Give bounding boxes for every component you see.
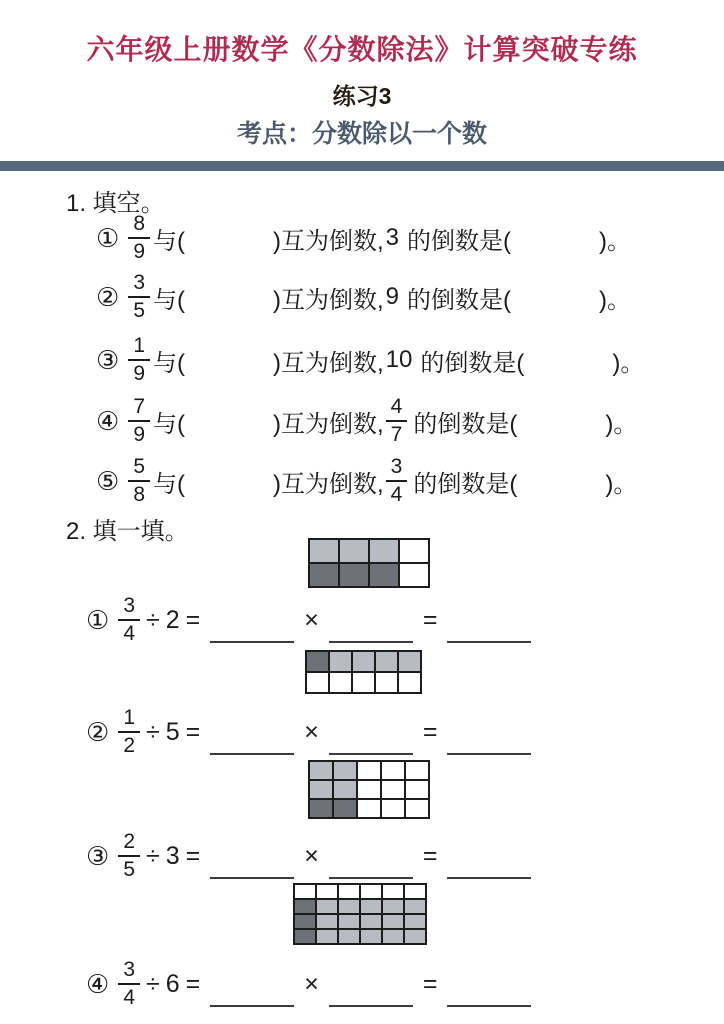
grid-cell-light bbox=[352, 651, 375, 672]
grid-cell-dark bbox=[306, 651, 329, 672]
grid-cell-white bbox=[405, 799, 429, 818]
answer-gap[interactable] bbox=[511, 282, 599, 312]
grid-cell-white bbox=[382, 884, 404, 899]
grid-cell-light bbox=[382, 914, 404, 929]
grid-cell-white bbox=[352, 672, 375, 693]
divisor: 6 bbox=[165, 969, 180, 998]
item-number: ④ bbox=[96, 405, 120, 436]
label-close-end: )。 bbox=[605, 410, 638, 438]
grid-cell-light bbox=[360, 914, 382, 929]
grid-cell-white bbox=[404, 884, 426, 899]
topic-heading: 考点：分数除以一个数 bbox=[236, 120, 487, 148]
times-sign: × bbox=[304, 841, 319, 870]
fraction-7-9 bbox=[128, 395, 150, 447]
label-with-open-paren: 与( bbox=[153, 286, 185, 314]
fraction-denominator: 5 bbox=[123, 858, 135, 881]
label-reciprocal-of: 的倒数是( bbox=[413, 470, 518, 498]
answer-blank[interactable] bbox=[210, 847, 294, 879]
grid-cell-light bbox=[360, 929, 382, 944]
answer-gap[interactable] bbox=[517, 466, 605, 496]
answer-blank[interactable] bbox=[329, 975, 413, 1007]
equals-sign: = bbox=[422, 841, 438, 870]
answer-gap[interactable] bbox=[185, 345, 273, 375]
divisor: 3 bbox=[165, 841, 180, 870]
answer-gap[interactable] bbox=[524, 345, 612, 375]
answer-gap[interactable] bbox=[185, 406, 273, 436]
grid-cell-white bbox=[399, 563, 429, 587]
section-2-heading: 2. 填一填。 bbox=[66, 518, 189, 545]
grid-cell-white bbox=[329, 672, 352, 693]
fraction-numerator: 3 bbox=[386, 455, 408, 482]
fraction-3-5 bbox=[128, 271, 150, 323]
fraction-8-9 bbox=[128, 212, 150, 264]
operand-number: 3 bbox=[385, 224, 400, 251]
grid-cell-white bbox=[316, 884, 338, 899]
fraction-1-9 bbox=[128, 334, 150, 386]
grid-cell-white bbox=[294, 884, 316, 899]
grid-cell-dark bbox=[333, 799, 357, 818]
label-reciprocal-close: )互为倒数, bbox=[273, 410, 384, 438]
grid-cell-dark bbox=[294, 929, 316, 944]
grid-cell-white bbox=[306, 672, 329, 693]
fraction-numerator: 4 bbox=[386, 395, 408, 422]
answer-blank[interactable] bbox=[210, 975, 294, 1007]
fraction-denominator: 9 bbox=[133, 240, 145, 263]
grid-cell-light bbox=[309, 539, 339, 563]
grid-cell-dark bbox=[339, 563, 369, 587]
label-reciprocal-of: 的倒数是( bbox=[413, 410, 518, 438]
grid-cell-white bbox=[357, 780, 381, 799]
fraction-model-grid-4 bbox=[293, 883, 427, 945]
label-close-end: )。 bbox=[599, 227, 632, 255]
equals-sign: = bbox=[185, 841, 201, 870]
fraction-numerator: 3 bbox=[128, 271, 150, 298]
fraction-numerator: 5 bbox=[128, 455, 150, 482]
grid-cell-dark bbox=[309, 799, 333, 818]
equation-number: ① bbox=[86, 604, 110, 635]
answer-gap[interactable] bbox=[185, 282, 273, 312]
grid-cell-white bbox=[338, 884, 360, 899]
exercise-number: 练习3 bbox=[332, 83, 392, 109]
answer-gap[interactable] bbox=[185, 466, 273, 496]
grid-cell-light bbox=[338, 899, 360, 914]
label-reciprocal-close: )互为倒数, bbox=[273, 349, 384, 377]
grid-cell-white bbox=[357, 799, 381, 818]
fraction-numerator: 1 bbox=[128, 334, 150, 361]
answer-gap[interactable] bbox=[511, 223, 599, 253]
divisor: 2 bbox=[165, 605, 180, 634]
grid-cell-light bbox=[404, 929, 426, 944]
operand-fraction-4-7 bbox=[386, 395, 408, 447]
grid-cell-light bbox=[309, 780, 333, 799]
equation-number: ④ bbox=[86, 968, 110, 999]
equals-sign: = bbox=[185, 969, 201, 998]
fraction-denominator: 4 bbox=[123, 986, 135, 1009]
answer-blank[interactable] bbox=[210, 611, 294, 643]
grid-cell-dark bbox=[294, 899, 316, 914]
fill-item-4 bbox=[96, 392, 637, 450]
item-number: ② bbox=[96, 281, 120, 312]
grid-cell-dark bbox=[294, 914, 316, 929]
grid-cell-light bbox=[404, 899, 426, 914]
answer-blank[interactable] bbox=[447, 975, 531, 1007]
label-reciprocal-close: )互为倒数, bbox=[273, 286, 384, 314]
label-close-end: )。 bbox=[612, 349, 645, 377]
equation-1 bbox=[86, 594, 538, 646]
grid-cell-white bbox=[399, 539, 429, 563]
answer-gap[interactable] bbox=[185, 223, 273, 253]
grid-cell-light bbox=[309, 761, 333, 780]
worksheet-title: 六年级上册数学《分数除法》计算突破专练 bbox=[86, 34, 638, 65]
grid-cell-white bbox=[405, 761, 429, 780]
answer-blank[interactable] bbox=[447, 847, 531, 879]
grid-cell-light bbox=[333, 761, 357, 780]
label-close-end: )。 bbox=[605, 470, 638, 498]
header-divider bbox=[0, 161, 724, 171]
fraction-denominator: 4 bbox=[390, 483, 403, 506]
grid-cell-light bbox=[375, 651, 398, 672]
answer-blank[interactable] bbox=[210, 723, 294, 755]
fraction-model-grid-2 bbox=[305, 650, 422, 694]
grid-cell-light bbox=[338, 914, 360, 929]
label-with-open-paren: 与( bbox=[153, 410, 185, 438]
equation-3 bbox=[86, 830, 538, 882]
grid-cell-white bbox=[381, 761, 405, 780]
label-close-end: )。 bbox=[599, 286, 632, 314]
divisor: 5 bbox=[165, 717, 180, 746]
fraction-model-grid-3 bbox=[308, 760, 430, 819]
grid-cell-light bbox=[382, 929, 404, 944]
operand-number: 10 bbox=[385, 346, 413, 373]
label-reciprocal-close: )互为倒数, bbox=[273, 470, 384, 498]
fraction-denominator: 7 bbox=[390, 423, 403, 446]
equation-4 bbox=[86, 958, 538, 1010]
grid-cell-white bbox=[405, 780, 429, 799]
label-reciprocal-close: )互为倒数, bbox=[273, 227, 384, 255]
grid-cell-light bbox=[316, 929, 338, 944]
fraction-model-grid-1 bbox=[308, 538, 430, 588]
grid-cell-white bbox=[381, 799, 405, 818]
fill-item-1 bbox=[96, 209, 631, 267]
dividend-fraction bbox=[118, 706, 140, 758]
item-number: ① bbox=[96, 222, 120, 253]
divide-sign: ÷ bbox=[146, 969, 160, 998]
grid-cell-light bbox=[316, 899, 338, 914]
section-1-heading: 1. 填空。 bbox=[66, 190, 165, 217]
grid-cell-white bbox=[398, 672, 421, 693]
equation-number: ② bbox=[86, 716, 110, 747]
label-reciprocal-of: 的倒数是( bbox=[420, 349, 525, 377]
label-reciprocal-of: 的倒数是( bbox=[407, 227, 512, 255]
divide-sign: ÷ bbox=[146, 841, 160, 870]
grid-cell-light bbox=[369, 539, 399, 563]
fraction-numerator: 1 bbox=[118, 706, 140, 733]
fill-item-5 bbox=[96, 452, 637, 510]
fraction-denominator: 9 bbox=[133, 423, 145, 446]
grid-cell-white bbox=[381, 780, 405, 799]
dividend-fraction bbox=[118, 830, 140, 882]
grid-cell-white bbox=[357, 761, 381, 780]
fraction-5-8 bbox=[128, 455, 150, 507]
item-number: ⑤ bbox=[96, 465, 120, 496]
grid-cell-white bbox=[360, 884, 382, 899]
grid-cell-light bbox=[338, 929, 360, 944]
grid-cell-light bbox=[404, 914, 426, 929]
fraction-denominator: 8 bbox=[133, 483, 145, 506]
fill-item-3 bbox=[96, 331, 644, 389]
times-sign: × bbox=[304, 969, 319, 998]
operand-number: 9 bbox=[385, 283, 400, 310]
divide-sign: ÷ bbox=[146, 605, 160, 634]
fraction-numerator: 2 bbox=[118, 830, 140, 857]
equals-sign: = bbox=[422, 717, 438, 746]
grid-cell-light bbox=[316, 914, 338, 929]
answer-blank[interactable] bbox=[329, 611, 413, 643]
fraction-denominator: 9 bbox=[133, 362, 145, 385]
answer-blank[interactable] bbox=[447, 611, 531, 643]
equation-2 bbox=[86, 706, 538, 758]
grid-cell-light bbox=[360, 899, 382, 914]
fraction-numerator: 3 bbox=[118, 594, 140, 621]
dividend-fraction bbox=[118, 594, 140, 646]
answer-gap[interactable] bbox=[517, 406, 605, 436]
fraction-denominator: 5 bbox=[133, 299, 145, 322]
equation-number: ③ bbox=[86, 840, 110, 871]
answer-blank[interactable] bbox=[329, 723, 413, 755]
item-number: ③ bbox=[96, 344, 120, 375]
fraction-denominator: 2 bbox=[123, 734, 135, 757]
equals-sign: = bbox=[185, 717, 201, 746]
answer-blank[interactable] bbox=[329, 847, 413, 879]
answer-blank[interactable] bbox=[447, 723, 531, 755]
dividend-fraction bbox=[118, 958, 140, 1010]
label-with-open-paren: 与( bbox=[153, 227, 185, 255]
label-reciprocal-of: 的倒数是( bbox=[407, 286, 512, 314]
equals-sign: = bbox=[422, 605, 438, 634]
grid-cell-white bbox=[375, 672, 398, 693]
equals-sign: = bbox=[185, 605, 201, 634]
fraction-denominator: 4 bbox=[123, 622, 135, 645]
fill-item-2 bbox=[96, 268, 631, 326]
grid-cell-light bbox=[333, 780, 357, 799]
grid-cell-light bbox=[339, 539, 369, 563]
fraction-numerator: 3 bbox=[118, 958, 140, 985]
divide-sign: ÷ bbox=[146, 717, 160, 746]
grid-cell-light bbox=[398, 651, 421, 672]
label-with-open-paren: 与( bbox=[153, 470, 185, 498]
grid-cell-light bbox=[329, 651, 352, 672]
equals-sign: = bbox=[422, 969, 438, 998]
operand-fraction-3-4 bbox=[386, 455, 408, 507]
grid-cell-dark bbox=[369, 563, 399, 587]
grid-cell-dark bbox=[309, 563, 339, 587]
grid-cell-light bbox=[382, 899, 404, 914]
label-with-open-paren: 与( bbox=[153, 349, 185, 377]
times-sign: × bbox=[304, 717, 319, 746]
fraction-numerator: 7 bbox=[128, 395, 150, 422]
fraction-numerator: 8 bbox=[128, 212, 150, 239]
times-sign: × bbox=[304, 605, 319, 634]
